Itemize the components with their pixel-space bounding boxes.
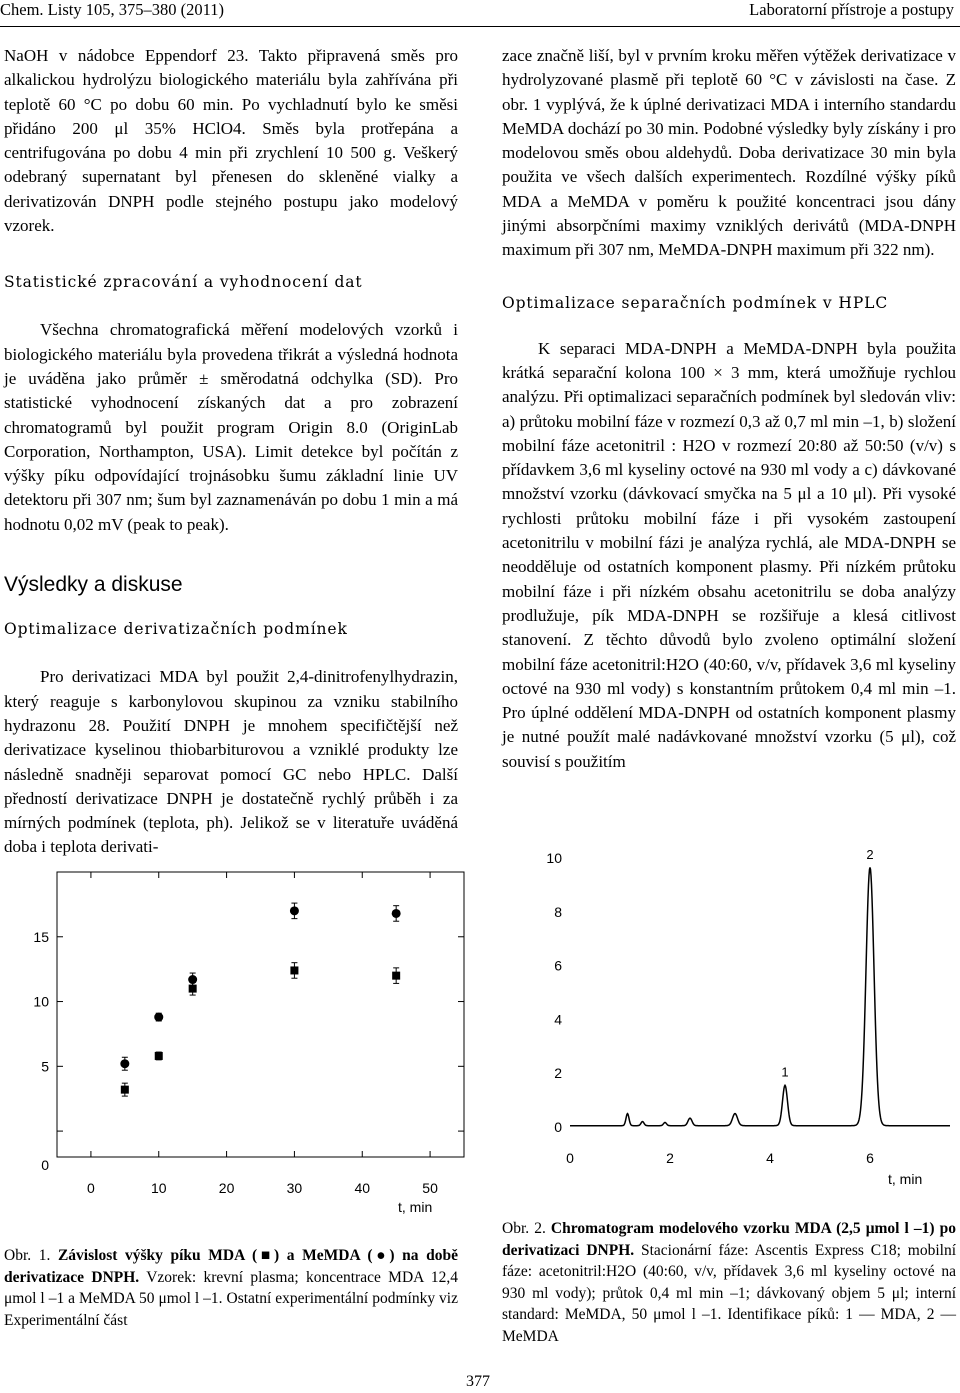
y-tick-label: 15 [33,928,49,945]
mda-point [392,972,400,980]
y-tick-label: 2 [554,1065,562,1082]
section-heading: Výsledky a diskuse [4,573,183,597]
mda-point [290,966,298,974]
right-column [502,44,956,774]
figure-2-chart [490,840,960,1200]
caption-text: Stacionární fáze: Ascentis Express C18; mobilní fáze: acetonitril:H2O (40:60, v/v, přídavek 3,6 ml kyseliny octové na 930 ml vody); průtok 0,4 ml min –1; dávkovaný objem 5 μl; interní standard: MeMDA, 50 μmol l –1. Identifikace píků: 1 — MDA, 2 — MeMDA [502,1241,956,1345]
x-tick-label: 30 [286,1180,303,1196]
x-axis-label: t, min [888,1171,923,1187]
x-tick-label: 50 [422,1180,438,1196]
y-tick-label: 5 [41,1058,49,1075]
y-tick-label: 4 [554,1011,562,1028]
figure-2-caption [502,1218,956,1347]
x-tick-label: 0 [87,1180,95,1196]
y-tick-label: 10 [33,993,49,1010]
left-column [4,44,458,860]
paragraph: NaOH v nádobce Eppendorf 23. Takto připravená směs pro alkalickou hydrolýzu biologického materiálu byla zahřívána při teplotě 60 °C po dobu 60 min. Po vychladnutí bylo ke směsi přidáno 200 μl 35% HClO4. Směs byla protřepána a centrifugována po dobu 4 min při zrychlení 10 500 g. Veškerý odebraný supernatant byl přenesen do skleněné vialky a derivatizován DNPH podle stejného postupu jako modelový vzorek. [4,46,458,236]
x-tick-label: 40 [354,1180,371,1196]
subsection-heading: Optimalizace separačních podmínek v HPLC [502,293,889,312]
memda-point [188,975,197,984]
x-tick-label: 10 [150,1180,167,1196]
caption-title: Závislost výšky píku MDA (■) a MeMDA (●) na době derivatizace DNPH. [4,1247,458,1286]
section-header: Laboratorní přístroje a postupy [749,0,954,19]
caption-label: Obr. 2. [502,1220,546,1237]
header-rule [0,26,960,27]
x-axis-label: t, min [398,1199,433,1215]
peak-label: 1 [781,1064,789,1080]
memda-point [120,1059,129,1068]
mda-point [121,1086,129,1094]
memda-point [154,1013,163,1022]
peak-label: 2 [866,846,874,862]
subsection-heading: Statistické zpracování a vyhodnocení dat [4,273,363,292]
memda-point [290,906,299,915]
chromatogram-trace [570,867,950,1125]
x-tick-label: 4 [766,1150,774,1166]
figure-1-chart [0,860,470,1230]
plot-frame [57,872,464,1157]
paragraph: Všechna chromatografická měření modelových vzorků i biologického materiálu byla provedena třikrát a výsledná hodnota je uváděna jako průměr ± směrodatná odchylka (SD). Pro statistické vyhodnocení získaných dat a pro zobrazení chromatogramů byl použit program Origin 8.0 (OriginLab Corporation, Northampton, USA). Limit detekce byl počítán z výšky píku odpovídající trojnásobku šumu základní linie UV detektoru při 307 nm; šum byl zaznamenáván po dobu 1 min a má hodnotu 0,02 mV (peak to peak). [4,320,458,534]
subsection-heading: Optimalizace derivatizačních podmínek [4,620,348,639]
x-tick-label: 0 [566,1150,574,1166]
x-tick-label: 6 [866,1150,874,1166]
journal-header: Chem. Listy 105, 375–380 (2011) [0,0,224,19]
caption-text: Vzorek: krevní plasma; koncentrace MDA 12,4 μmol l –1 a MeMDA 50 μmol l –1. Ostatní experimentální podmínky viz Experimentální část [4,1268,458,1329]
page-number: 377 [466,1373,490,1390]
x-tick-label: 20 [218,1180,235,1196]
y-tick-label: 0 [41,1157,49,1173]
paragraph: zace značně liší, byl v prvním kroku měřen výtěžek derivatizace v hydrolyzované plasmě při teplotě 60 °C v závislosti na čase. Z obr. 1 vyplývá, že k úplné derivatizaci MDA i interního standardu MeMDA dochází po 30 min. Podobné výsledky byly získány i pro modelovou směs obou aldehydů. Doba derivatizace 30 min byla použita ve všech dalších experimentech. Rozdílné výšky píků MDA a MeMDA v poměru k použité koncentraci jsou dány jinými absorpčními maximy vzniklých derivátů (MDA-DNPH maximum při 307 nm, MeMDA-DNPH maximum při 322 nm). [502,46,956,260]
x-tick-label: 2 [666,1150,674,1166]
y-tick-label: 10 [546,850,562,866]
memda-point [392,909,401,918]
figure-1-caption [4,1245,458,1331]
mda-point [155,1052,163,1060]
caption-label: Obr. 1. [4,1247,51,1264]
paragraph: K separaci MDA-DNPH a MeMDA-DNPH byla použita krátká separační kolona 100 × 3 mm, která umožňuje rychlou analýzu. Při optimalizaci separačních podmínek byl sledován vliv: a) průtoku mobilní fáze v rozmezí 0,3 až 0,7 ml min –1, b) složení mobilní fáze acetonitril : H2O v rozmezí 20:80 až 50:50 (v/v) s přídavkem 3,6 ml kyseliny octové na 930 ml vody a c) dávkované množství vzorku (dávkovací smyčka na 5 μl a 10 μl). Při vysoké rychlosti průtoku mobilní fáze i při vysokém zastoupení acetonitrilu v mobilní fázi je analýza rychlá, ale MDA-DNPH se neodděluje od ostatních komponent plasmy. Při nízkém průtoku mobilní fáze i při nízkém obsahu acetonitrilu se doba analýzy prodlužuje, pík MDA-DNPH se rozšiřuje a klesá citlivost stanovení. Z těchto důvodů bylo zvoleno optimální složení mobilní fáze acetonitril:H2O (40:60, v/v, přídavek 3,6 ml kyseliny octové na 930 ml vody) s konstantním průtokem 0,4 ml min –1. Pro úplné oddělení MDA-DNPH od ostatních komponent plasmy je nutné použít malé nadávkované množství vzorku (5 μl), což souvisí s použitím [502,338,956,771]
caption-title: Chromatogram modelového vzorku MDA (2,5 μmol l –1) po derivatizaci DNPH. [502,1220,957,1259]
y-tick-label: 8 [554,903,562,920]
y-tick-label: 0 [554,1119,562,1135]
paragraph: Pro derivatizaci MDA byl použit 2,4-dinitrofenylhydrazin, který reaguje s karbonylovou skupinou za vzniku stabilního hydrazonu 28. Použití DNPH je mnohem specifičtější než derivatizace kyselinou thiobarbiturovou a vzniklé produkty lze následně snadněji separovat pomocí GC nebo HPLC. Další předností derivatizace DNPH je dostatečně rychlý průběh i za mírných podmínek (teplota, ph). Jelikož se v literatuře uváděná doba i teplota derivati- [4,667,458,857]
y-tick-label: 6 [554,957,562,974]
